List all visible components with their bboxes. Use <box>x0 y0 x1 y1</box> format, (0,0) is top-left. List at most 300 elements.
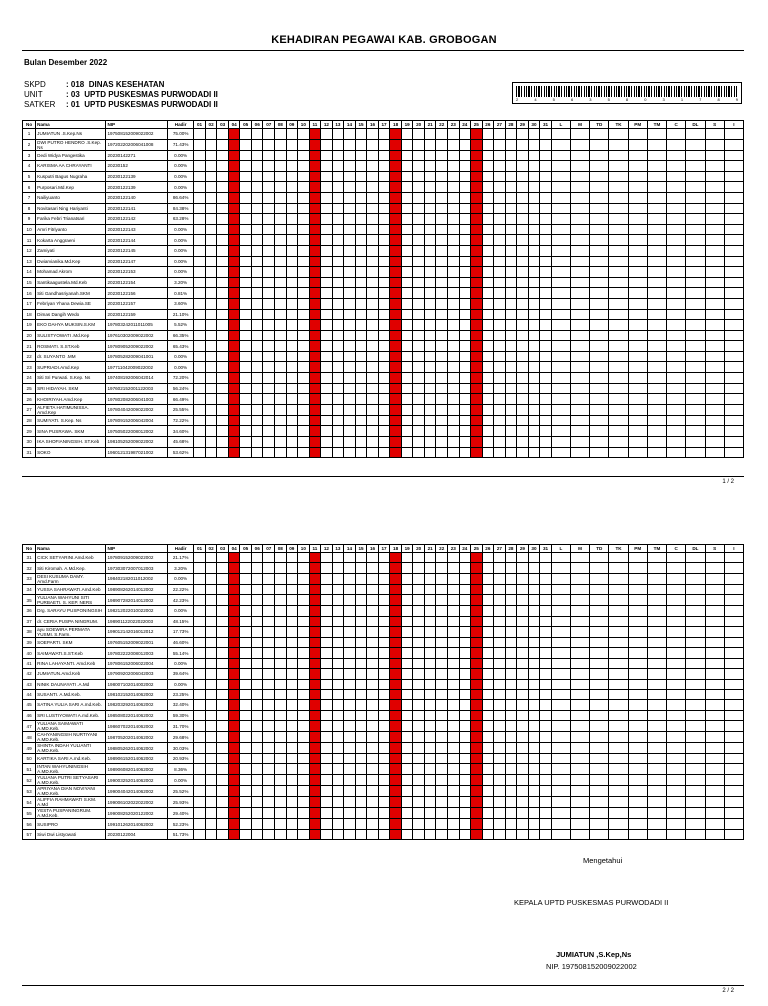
summary-cell <box>724 563 743 573</box>
day-cell <box>494 658 506 668</box>
day-cell <box>332 214 344 225</box>
day-cell <box>332 437 344 448</box>
summary-cell <box>724 606 743 616</box>
summary-cell <box>609 595 628 606</box>
day-cell <box>298 256 310 267</box>
cell-name: Siti Gandhasriyanah.SKM <box>36 288 106 299</box>
day-cell <box>321 553 333 563</box>
day-cell <box>344 161 356 172</box>
day-cell <box>436 700 448 710</box>
day-cell <box>401 394 413 405</box>
day-cell <box>263 129 275 140</box>
day-cell <box>413 819 425 829</box>
summary-cell <box>551 415 570 426</box>
barcode-digit: 3 <box>589 97 592 102</box>
day-cell <box>205 786 217 797</box>
day-cell <box>413 829 425 839</box>
summary-cell <box>590 383 609 394</box>
summary-cell <box>724 797 743 808</box>
cell-nip: 197803242011011005 <box>106 320 168 331</box>
day-cell <box>413 595 425 606</box>
day-cell <box>298 415 310 426</box>
day-cell <box>528 351 540 362</box>
cell-name: SAIMAWATI.S.ST.Keb <box>36 648 106 658</box>
day-cell <box>517 658 529 668</box>
day-cell <box>332 192 344 203</box>
day-cell <box>471 404 483 415</box>
cell-nip: 20230122147 <box>106 256 168 267</box>
day-cell <box>332 373 344 384</box>
day-cell <box>355 669 367 679</box>
day-cell <box>471 553 483 563</box>
day-cell <box>447 829 459 839</box>
day-cell <box>505 267 517 278</box>
day-cell <box>275 383 287 394</box>
summary-cell <box>628 362 647 373</box>
day-cell <box>228 669 240 679</box>
summary-cell <box>570 595 589 606</box>
day-cell <box>228 637 240 647</box>
cell-name: ALIFFIA RAHMAWATI S.KM. A.Md <box>36 797 106 808</box>
summary-cell <box>724 203 743 214</box>
day-cell <box>240 616 252 626</box>
day-cell <box>240 573 252 584</box>
day-cell <box>228 829 240 839</box>
summary-cell <box>570 584 589 594</box>
day-cell <box>367 797 379 808</box>
day-cell <box>390 637 402 647</box>
day-cell <box>390 129 402 140</box>
day-cell <box>540 426 552 437</box>
day-cell <box>194 797 206 808</box>
cell-nip: 197802222008012003 <box>106 648 168 658</box>
day-cell <box>217 256 229 267</box>
summary-cell <box>570 224 589 235</box>
summary-cell <box>647 616 666 626</box>
day-cell <box>309 351 321 362</box>
summary-cell <box>647 320 666 331</box>
day-cell <box>378 786 390 797</box>
day-cell <box>482 298 494 309</box>
cell-name: ROSMATI. S.ST.Keb <box>36 341 106 352</box>
day-cell <box>413 710 425 720</box>
day-cell <box>298 819 310 829</box>
day-cell <box>505 447 517 458</box>
day-cell <box>494 732 506 743</box>
summary-cell <box>686 658 705 668</box>
summary-cell <box>667 775 686 786</box>
day-cell <box>494 320 506 331</box>
day-cell <box>228 700 240 710</box>
day-cell <box>217 637 229 647</box>
day-cell <box>401 700 413 710</box>
day-cell <box>390 808 402 819</box>
day-cell <box>540 829 552 839</box>
summary-cell <box>686 288 705 299</box>
day-cell <box>217 224 229 235</box>
day-cell <box>355 267 367 278</box>
column-header: C <box>667 121 686 129</box>
summary-cell <box>570 394 589 405</box>
day-cell <box>471 383 483 394</box>
summary-cell <box>609 786 628 797</box>
day-cell <box>413 182 425 193</box>
cell-no: 49 <box>23 743 36 754</box>
cell-no: 37 <box>23 616 36 626</box>
day-cell <box>344 710 356 720</box>
day-cell <box>528 447 540 458</box>
day-cell <box>482 447 494 458</box>
column-header: No <box>23 121 36 129</box>
day-cell <box>321 394 333 405</box>
day-cell <box>263 267 275 278</box>
day-cell <box>194 404 206 415</box>
day-cell <box>447 754 459 764</box>
day-cell <box>355 553 367 563</box>
day-cell <box>413 298 425 309</box>
day-cell <box>494 129 506 140</box>
cell-no: 34 <box>23 584 36 594</box>
barcode-digit: 2 <box>516 97 519 102</box>
day-cell <box>540 373 552 384</box>
day-cell <box>424 797 436 808</box>
day-cell <box>194 829 206 839</box>
day-cell <box>401 224 413 235</box>
attendance-table-page-1 <box>22 120 744 458</box>
day-cell <box>275 764 287 775</box>
cell-name: DESI KUSUMA DAMY. Amd.Farm <box>36 573 106 584</box>
day-cell <box>228 616 240 626</box>
day-cell <box>471 584 483 594</box>
summary-cell <box>590 819 609 829</box>
day-cell <box>436 224 448 235</box>
summary-cell <box>570 341 589 352</box>
day-cell <box>528 298 540 309</box>
day-cell <box>494 277 506 288</box>
day-cell <box>505 161 517 172</box>
cell-no: 9 <box>23 214 36 225</box>
day-cell <box>413 648 425 658</box>
cell-name: ALFIETA HATIMUNISSA. Amd.Kep <box>36 404 106 415</box>
day-cell <box>540 637 552 647</box>
day-cell <box>517 203 529 214</box>
day-cell <box>413 658 425 668</box>
summary-cell <box>551 182 570 193</box>
day-cell <box>321 637 333 647</box>
summary-cell <box>609 404 628 415</box>
day-cell <box>309 415 321 426</box>
day-cell <box>528 309 540 320</box>
day-cell <box>367 404 379 415</box>
day-cell <box>378 182 390 193</box>
day-cell <box>251 129 263 140</box>
day-cell <box>378 679 390 689</box>
day-cell <box>494 637 506 647</box>
day-cell <box>217 288 229 299</box>
cell-name: Zamiyati <box>36 245 106 256</box>
day-cell <box>459 563 471 573</box>
day-cell <box>424 256 436 267</box>
day-cell <box>482 710 494 720</box>
day-cell <box>390 819 402 829</box>
day-cell <box>447 341 459 352</box>
day-cell <box>494 679 506 689</box>
table-row <box>23 786 744 797</box>
day-cell <box>263 182 275 193</box>
day-cell <box>332 404 344 415</box>
summary-cell <box>609 214 628 225</box>
day-cell <box>217 658 229 668</box>
day-cell <box>194 658 206 668</box>
day-cell <box>528 288 540 299</box>
day-cell <box>263 426 275 437</box>
day-cell <box>482 775 494 786</box>
summary-cell <box>551 658 570 668</box>
column-header: TD <box>590 545 609 553</box>
summary-cell <box>570 330 589 341</box>
table-row <box>23 362 744 373</box>
day-cell <box>459 595 471 606</box>
day-cell <box>217 606 229 616</box>
day-cell <box>194 298 206 309</box>
summary-cell <box>686 383 705 394</box>
day-cell <box>459 689 471 699</box>
day-cell <box>540 573 552 584</box>
day-cell <box>205 721 217 732</box>
day-cell <box>240 288 252 299</box>
summary-cell <box>724 447 743 458</box>
cell-nip: 197711042009022002 <box>106 362 168 373</box>
cell-name: JUMIATUN.Amd.Keb <box>36 669 106 679</box>
day-cell <box>390 648 402 658</box>
day-cell <box>332 829 344 839</box>
day-cell <box>321 754 333 764</box>
cell-no: 4 <box>23 161 36 172</box>
summary-cell <box>647 743 666 754</box>
day-cell <box>505 139 517 150</box>
summary-cell <box>705 563 724 573</box>
day-cell <box>378 721 390 732</box>
summary-cell <box>705 658 724 668</box>
column-header: 24 <box>459 121 471 129</box>
day-cell <box>459 829 471 839</box>
day-cell <box>436 754 448 764</box>
summary-cell <box>686 732 705 743</box>
day-cell <box>321 626 333 637</box>
day-cell <box>413 679 425 689</box>
cell-name: KARISMA AA CHRAYANTI <box>36 161 106 172</box>
day-cell <box>494 573 506 584</box>
cell-name: SRI HIDAYAH. SKM <box>36 383 106 394</box>
day-cell <box>528 732 540 743</box>
day-cell <box>517 669 529 679</box>
day-cell <box>205 224 217 235</box>
day-cell <box>494 669 506 679</box>
day-cell <box>355 224 367 235</box>
day-cell <box>401 256 413 267</box>
day-cell <box>459 658 471 668</box>
day-cell <box>367 658 379 668</box>
day-cell <box>251 721 263 732</box>
column-header: 15 <box>355 545 367 553</box>
summary-cell <box>667 415 686 426</box>
summary-cell <box>628 595 647 606</box>
summary-cell <box>609 330 628 341</box>
day-cell <box>494 721 506 732</box>
cell-name: DWI PUTRO HENDRO .S.Kep. Ns <box>36 139 106 150</box>
day-cell <box>309 743 321 754</box>
day-cell <box>447 245 459 256</box>
day-cell <box>309 732 321 743</box>
summary-cell <box>609 563 628 573</box>
day-cell <box>540 710 552 720</box>
summary-cell <box>551 743 570 754</box>
day-cell <box>436 616 448 626</box>
cell-hadir: 25.52% <box>167 786 193 797</box>
day-cell <box>378 426 390 437</box>
day-cell <box>286 595 298 606</box>
summary-cell <box>705 129 724 140</box>
day-cell <box>459 786 471 797</box>
day-cell <box>309 330 321 341</box>
column-header: Hadir <box>167 121 193 129</box>
day-cell <box>321 203 333 214</box>
table-row <box>23 721 744 732</box>
summary-cell <box>590 182 609 193</box>
day-cell <box>286 797 298 808</box>
summary-cell <box>705 256 724 267</box>
day-cell <box>321 320 333 331</box>
summary-cell <box>686 235 705 246</box>
summary-cell <box>609 182 628 193</box>
cell-name: RINA LAHAYANTI. Amd.Keb <box>36 658 106 668</box>
day-cell <box>494 161 506 172</box>
day-cell <box>321 669 333 679</box>
day-cell <box>390 743 402 754</box>
day-cell <box>494 689 506 699</box>
day-cell <box>471 700 483 710</box>
summary-cell <box>551 616 570 626</box>
day-cell <box>298 182 310 193</box>
meta-name: DINAS KESEHATAN <box>88 80 165 89</box>
column-header: 30 <box>528 545 540 553</box>
summary-cell <box>628 606 647 616</box>
summary-cell <box>590 573 609 584</box>
day-cell <box>263 743 275 754</box>
column-header: 12 <box>321 121 333 129</box>
day-cell <box>251 192 263 203</box>
day-cell <box>424 224 436 235</box>
column-header: 08 <box>275 121 287 129</box>
day-cell <box>286 606 298 616</box>
day-cell <box>286 129 298 140</box>
day-cell <box>275 256 287 267</box>
day-cell <box>205 214 217 225</box>
day-cell <box>217 320 229 331</box>
cell-name: Dimas Dangih Wedo <box>36 309 106 320</box>
day-cell <box>355 679 367 689</box>
day-cell <box>194 351 206 362</box>
day-cell <box>390 584 402 594</box>
day-cell <box>494 819 506 829</box>
summary-cell <box>590 256 609 267</box>
day-cell <box>298 721 310 732</box>
cell-hadir: 25.55% <box>167 404 193 415</box>
day-cell <box>240 808 252 819</box>
summary-cell <box>724 584 743 594</box>
summary-cell <box>667 192 686 203</box>
summary-cell <box>609 298 628 309</box>
table-row <box>23 637 744 647</box>
summary-cell <box>705 584 724 594</box>
day-cell <box>355 330 367 341</box>
day-cell <box>390 606 402 616</box>
day-cell <box>413 192 425 203</box>
summary-cell <box>667 797 686 808</box>
day-cell <box>251 732 263 743</box>
day-cell <box>413 383 425 394</box>
summary-cell <box>628 437 647 448</box>
summary-cell <box>705 637 724 647</box>
day-cell <box>378 595 390 606</box>
cell-nip: 20230122144 <box>106 235 168 246</box>
column-header: 23 <box>447 545 459 553</box>
day-cell <box>494 373 506 384</box>
summary-cell <box>590 721 609 732</box>
day-cell <box>528 426 540 437</box>
day-cell <box>378 648 390 658</box>
day-cell <box>217 383 229 394</box>
day-cell <box>286 341 298 352</box>
day-cell <box>275 786 287 797</box>
summary-cell <box>551 171 570 182</box>
summary-cell <box>705 616 724 626</box>
day-cell <box>390 192 402 203</box>
cell-hadir: 86.64% <box>167 192 193 203</box>
day-cell <box>505 700 517 710</box>
day-cell <box>505 330 517 341</box>
summary-cell <box>667 595 686 606</box>
day-cell <box>447 797 459 808</box>
day-cell <box>275 139 287 150</box>
day-cell <box>413 606 425 616</box>
day-cell <box>321 679 333 689</box>
day-cell <box>309 320 321 331</box>
day-cell <box>436 797 448 808</box>
day-cell <box>275 129 287 140</box>
day-cell <box>471 754 483 764</box>
day-cell <box>459 404 471 415</box>
day-cell <box>401 214 413 225</box>
day-cell <box>401 743 413 754</box>
day-cell <box>275 362 287 373</box>
day-cell <box>540 447 552 458</box>
summary-cell <box>570 829 589 839</box>
summary-cell <box>647 829 666 839</box>
summary-cell <box>724 786 743 797</box>
day-cell <box>205 797 217 808</box>
day-cell <box>459 277 471 288</box>
summary-cell <box>609 415 628 426</box>
day-cell <box>332 235 344 246</box>
day-cell <box>436 721 448 732</box>
summary-cell <box>590 808 609 819</box>
summary-cell <box>667 573 686 584</box>
summary-cell <box>705 192 724 203</box>
day-cell <box>471 330 483 341</box>
day-cell <box>332 626 344 637</box>
day-cell <box>240 606 252 616</box>
